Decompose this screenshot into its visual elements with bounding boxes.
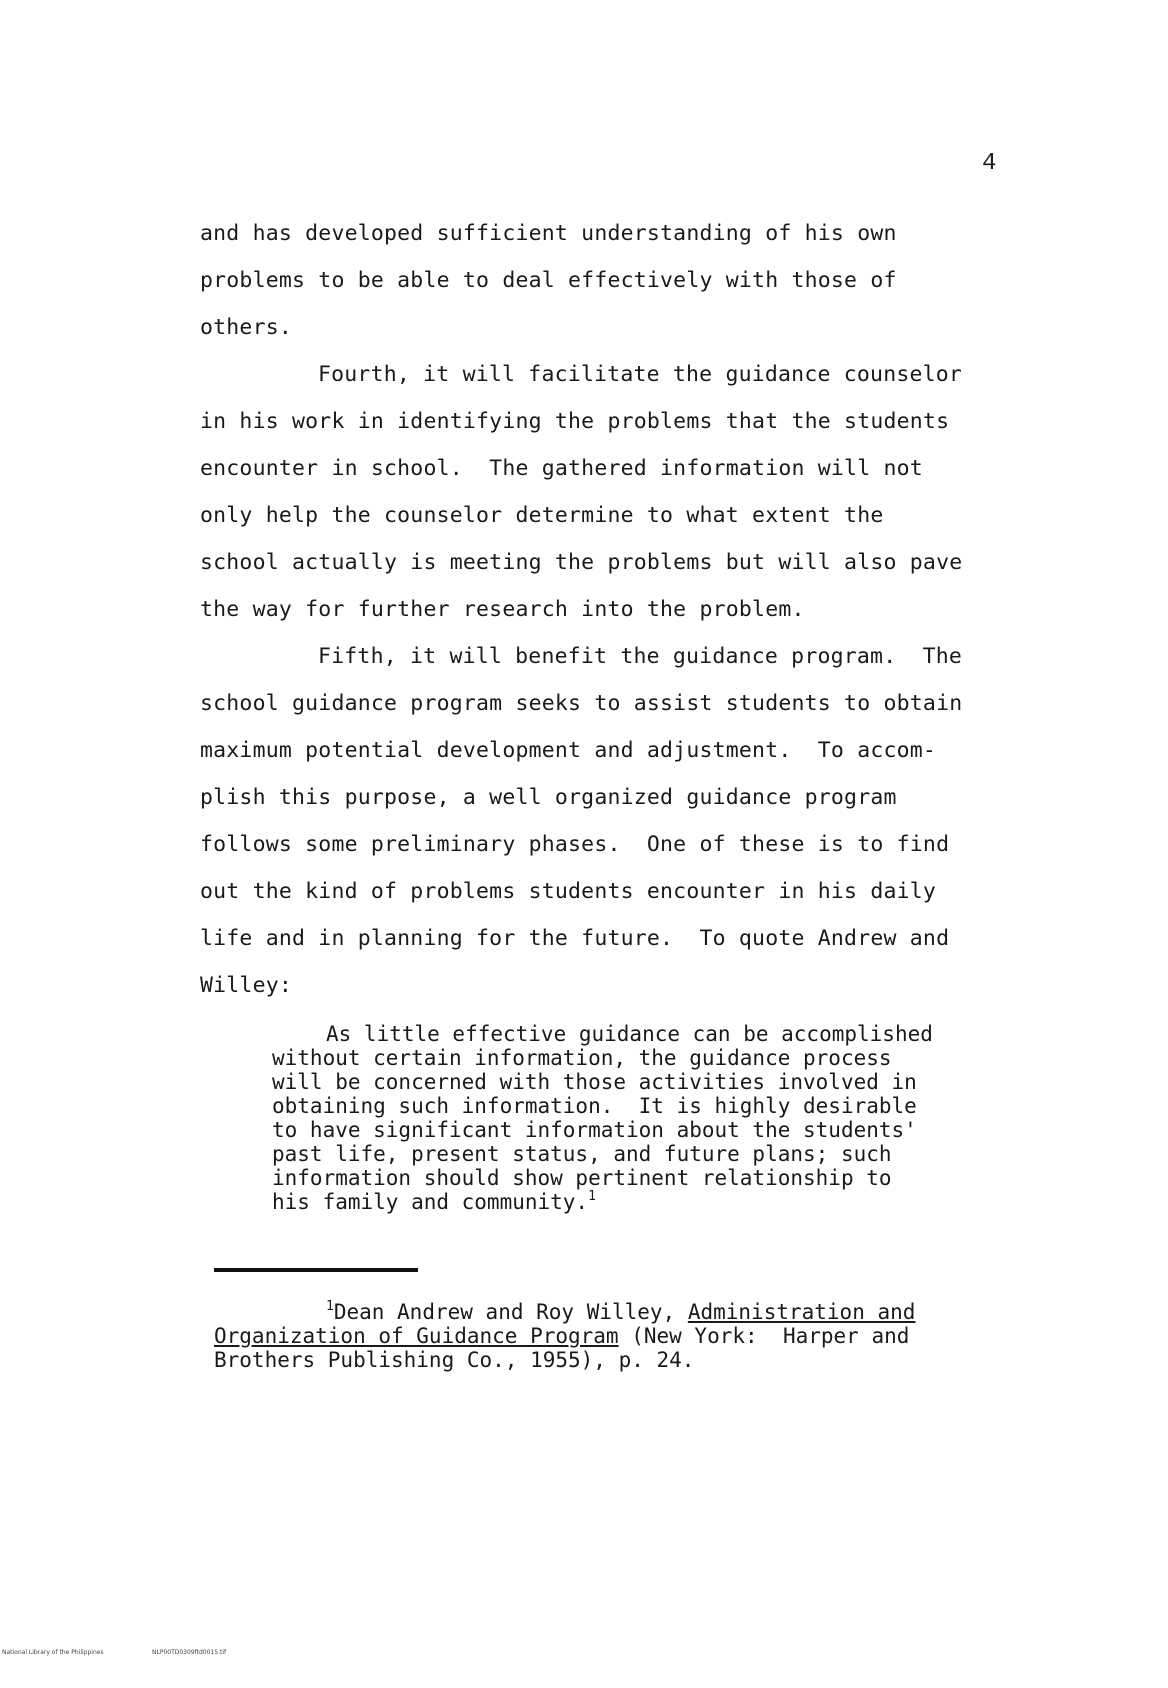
scan-footer <box>0 1648 1168 1658</box>
body-line: Fourth, it will facilitate the guidance counselor <box>318 362 963 387</box>
quote-line: without certain information, the guidance process <box>272 1046 892 1070</box>
quote-line: information should show pertinent relationship to <box>272 1166 892 1190</box>
body-text <box>200 210 1040 1009</box>
quote-line: to have significant information about the students' <box>272 1118 917 1142</box>
body-line: the way for further research into the problem. <box>200 597 805 622</box>
footnote-line <box>214 1300 1014 1324</box>
footnote-title: Administration and <box>687 1300 916 1324</box>
body-line: others. <box>200 315 293 340</box>
body-line: problems to be able to deal effectively with those of <box>200 268 897 293</box>
quote-line-last <box>272 1190 1032 1214</box>
block-quote <box>272 1022 1032 1214</box>
footnote <box>214 1300 1014 1372</box>
body-line: encounter in school. The gathered information will not <box>200 456 923 481</box>
footnote-title: Organization of Guidance Program <box>214 1324 619 1348</box>
footnote-separator <box>214 1268 418 1272</box>
quote-line: will be concerned with those activities involved in <box>272 1070 917 1094</box>
quote-line: obtaining such information. It is highly desirable <box>272 1094 917 1118</box>
body-line: out the kind of problems students encounter in his daily <box>200 879 937 904</box>
body-line: follows some preliminary phases. One of these is to find <box>200 832 950 857</box>
footnote-line: Brothers Publishing Co., 1955), p. 24. <box>214 1348 695 1372</box>
footnote-publisher: (New York: Harper and <box>618 1324 910 1348</box>
page-number: 4 <box>982 150 997 177</box>
scan-footer-source: National Library of the Philippines <box>2 1649 104 1656</box>
body-line: maximum potential development and adjustment. To accom- <box>200 738 937 763</box>
body-line: and has developed sufficient understanding of his own <box>200 221 897 246</box>
scan-footer-filename: NLP00TD0309ftd0015.tif <box>152 1649 227 1656</box>
footnote-reference[interactable]: 1 <box>588 1189 596 1204</box>
body-line: in his work in identifying the problems that the students <box>200 409 950 434</box>
body-line: Willey: <box>200 973 293 998</box>
body-line: only help the counselor determine to what extent the <box>200 503 884 528</box>
body-line: life and in planning for the future. To quote Andrew and <box>200 926 950 951</box>
footnote-line <box>214 1324 1014 1348</box>
body-line: school actually is meeting the problems but will also pave <box>200 550 963 575</box>
footnote-marker: 1 <box>326 1299 334 1314</box>
quote-line-text: his family and community. <box>272 1190 589 1214</box>
quote-line: As little effective guidance can be accomplished <box>326 1022 933 1046</box>
body-line: Fifth, it will benefit the guidance program. The <box>318 644 963 669</box>
footnote-authors: Dean Andrew and Roy Willey, <box>333 1300 688 1324</box>
body-line: school guidance program seeks to assist students to obtain <box>200 691 963 716</box>
body-line: plish this purpose, a well organized guidance program <box>200 785 897 810</box>
quote-line: past life, present status, and future plans; such <box>272 1142 892 1166</box>
